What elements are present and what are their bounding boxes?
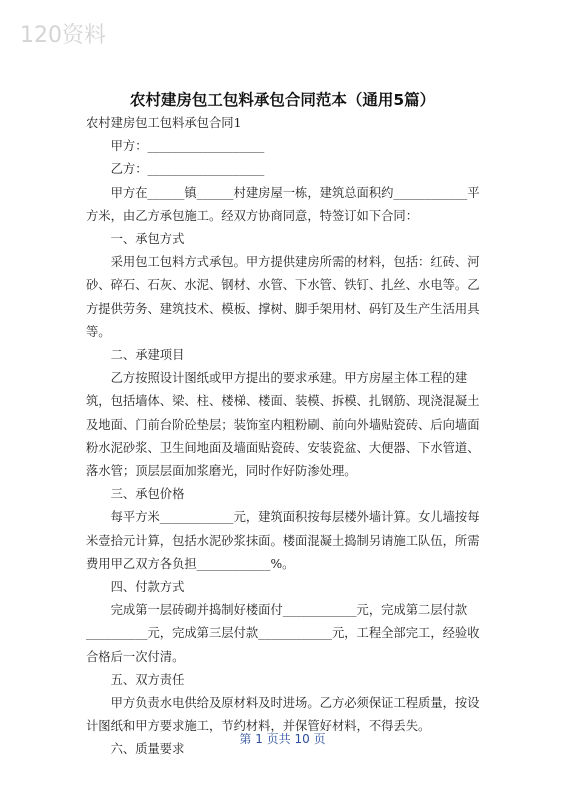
- contract-subtitle: 农村建房包工包料承包合同1: [86, 116, 242, 130]
- section-heading: 六、质量要求: [110, 742, 185, 757]
- section-heading: 三、承包价格: [110, 487, 185, 502]
- party-a-line: 甲方：___________________: [110, 139, 265, 154]
- document-body: [86, 112, 482, 762]
- section-paragraph: 采用包工包料方式承包。甲方提供建房所需的材料，包括：红砖、河砂、碎石、石灰、水泥、钢材、水管、下水管、铁钉、扎丝、水电等。乙方提供劳务、建筑技术、模板、撑树、脚手架用材、码钉及生产生活用具等。: [86, 255, 480, 339]
- section-paragraph: 完成第一层砖砌并捣制好楼面付____________元，完成第二层付款__________元，完成第三层付款____________元，工程全部完工，经验收合格后一次付清。: [86, 603, 480, 664]
- document-title: 农村建房包工包料承包合同范本（通用5篇）: [129, 91, 436, 109]
- section-paragraph: 乙方按照设计图纸或甲方提出的要求承建。甲方房屋主体工程的建筑，包括墙体、梁、柱、楼梯、楼面、装模、拆模、扎钢筋、现浇混凝土及地面、门前台阶砼垫层；装饰室内粗粉刷、前向外墙贴瓷砖、后向墙面粉水泥砂浆、卫生间地面及墙面贴瓷砖、安装瓷盆、大便器、下水管道、落水管；顶层层面加浆磨光，同时作好防渗处理。: [86, 371, 480, 479]
- page-number: 第 1 页共 10 页: [239, 732, 326, 746]
- section-heading: 四、付款方式: [110, 580, 185, 595]
- section-paragraph: 甲方负责水电供给及原材料及时进场。乙方必须保证工程质量，按设计图纸和甲方要求施工，节约材料，并保管好材料，不得丢失。: [86, 696, 480, 734]
- section-heading: 五、双方责任: [110, 672, 185, 687]
- section-paragraph: 每平方米____________元，建筑面积按每层楼外墙计算。女儿墙按每米壹拾元计算，包括水泥砂浆抹面。楼面混凝土捣制另请施工队伍，所需费用甲乙双方各负担____________%。: [86, 510, 480, 571]
- section-heading: 一、承包方式: [110, 232, 185, 247]
- party-b-line: 乙方：___________________: [110, 162, 265, 177]
- intro-paragraph: 甲方在______镇______村建房屋一栋，建筑总面积约____________平方米，由乙方承包施工。经双方协商同意，特签订如下合同：: [86, 185, 480, 223]
- section-heading: 二、承建项目: [110, 348, 185, 363]
- watermark-logo: 120资料: [20, 23, 106, 48]
